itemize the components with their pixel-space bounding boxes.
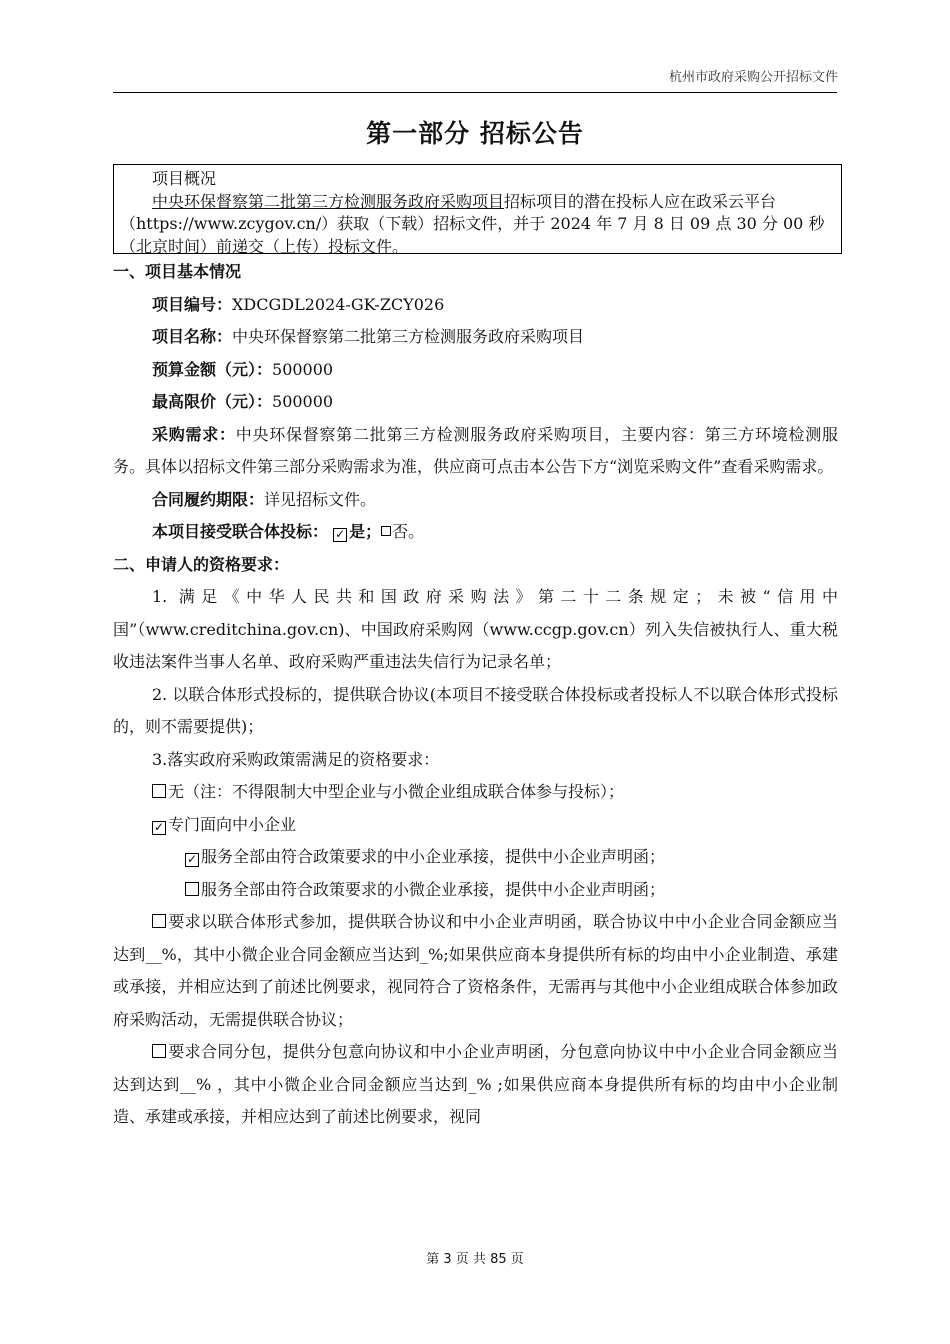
main-content bbox=[113, 256, 838, 1134]
option-sme-b bbox=[113, 874, 838, 907]
max-price-line bbox=[113, 386, 838, 419]
consortium-yes-label: 是； bbox=[349, 522, 382, 541]
page-number bbox=[0, 1248, 950, 1267]
option-none-label: 无（注：不得限制大中型企业与小微企业组成联合体参与投标）； bbox=[168, 782, 625, 801]
total-pages: 85 bbox=[490, 1252, 507, 1267]
page-prefix: 第 bbox=[426, 1252, 440, 1267]
overview-heading: 项目概况 bbox=[152, 169, 217, 188]
project-overview-box bbox=[113, 164, 842, 254]
contract-period-value: 详见招标文件。 bbox=[264, 489, 377, 509]
page-title: 第一部分 招标公告 bbox=[366, 119, 584, 148]
max-price-value: 500000 bbox=[272, 392, 334, 411]
option-sme-b-checkbox[interactable] bbox=[185, 882, 199, 896]
option-consortium-label: 要求以联合体形式参加，提供联合协议和中小企业声明函，联合协议中中小企业合同金额应当达到__%，其中小微企业合同金额应当达到_%;如果供应商本身提供所有标的均由中小企业制造、承建或承接，并相应达到了前述比例要求，视同符合了资格条件，无需再与其他中小企业组成联合体参加政府采购活动，无需提供联合协议； bbox=[113, 912, 838, 1029]
page-suffix: 页 bbox=[510, 1252, 524, 1267]
overview-body: 招标项目的潜在投标人应在政采云平台（https://www.zcygov.cn/）获取（下载）招标文件，并于 2024 年 7 月 8 日 09 点 30 分 00 秒（北京时间）前递交（上传）投标文件。 bbox=[120, 191, 825, 256]
option-subcontract-checkbox[interactable] bbox=[152, 1044, 166, 1058]
project-name-line bbox=[113, 321, 838, 354]
option-sme-label: 专门面向中小企业 bbox=[168, 814, 297, 834]
header-divider bbox=[113, 92, 837, 93]
max-price-label: 最高限价（元）： bbox=[152, 392, 273, 411]
option-none-checkbox[interactable] bbox=[152, 784, 166, 798]
option-subcontract-label: 要求合同分包，提供分包意向协议和中小企业声明函，分包意向协议中中小企业合同金额应当达到达到__% ，其中小微企业合同金额应当达到_% ;如果供应商本身提供所有标的均由中小企业制造、承建或承接，并相应达到了前述比例要求，视同 bbox=[113, 1042, 838, 1126]
consortium-label: 本项目接受联合体投标： bbox=[152, 522, 329, 541]
option-sme-a-label: 服务全部由符合政策要求的中小企业承接，提供中小企业声明函； bbox=[201, 847, 666, 866]
option-sme-a-checkbox[interactable]: ✓ bbox=[186, 852, 198, 866]
contract-period-label: 合同履约期限： bbox=[152, 489, 265, 509]
project-number-value: XDCGDL2024-GK-ZCY026 bbox=[232, 294, 445, 314]
option-consortium bbox=[113, 906, 838, 1036]
option-none bbox=[113, 776, 838, 809]
project-number-label: 项目编号： bbox=[152, 294, 233, 314]
option-sme-a bbox=[113, 841, 838, 874]
page-middle: 页 共 bbox=[455, 1252, 486, 1267]
requirement-1: 1. 满足《中华人民共和国政府采购法》第二十二条规定；未被“信用中国”（www.creditchina.gov.cn)、中国政府采购网（www.ccgp.gov.cn）列入失信被执行人、重大税收违法案件当事人名单、政府采购严重违法失信行为记录名单； bbox=[113, 587, 838, 671]
section1-heading: 一、项目基本情况 bbox=[113, 262, 242, 281]
consortium-no-label: 否。 bbox=[392, 522, 425, 541]
consortium-line bbox=[113, 516, 838, 549]
consortium-no-checkbox[interactable] bbox=[381, 526, 391, 536]
demand-paragraph bbox=[113, 419, 838, 484]
document-header: 杭州市政府采购公开招标文件 bbox=[668, 70, 838, 85]
option-subcontract bbox=[113, 1036, 838, 1134]
demand-value: 中央环保督察第二批第三方检测服务政府采购项目，主要内容：第三方环境检测服务。具体以招标文件第三部分采购需求为准，供应商可点击本公告下方“浏览采购文件”查看采购需求。 bbox=[113, 424, 838, 476]
option-sme bbox=[113, 809, 838, 842]
contract-period-line bbox=[113, 484, 838, 517]
requirement-2: 2. 以联合体形式投标的，提供联合协议(本项目不接受联合体投标或者投标人不以联合体形式投标的，则不需要提供)； bbox=[113, 684, 838, 736]
demand-label: 采购需求： bbox=[152, 424, 236, 444]
budget-line bbox=[113, 354, 838, 387]
project-name-value: 中央环保督察第二批第三方检测服务政府采购项目 bbox=[232, 327, 585, 346]
project-name-label: 项目名称： bbox=[152, 327, 233, 346]
budget-label: 预算金额（元）： bbox=[152, 359, 273, 379]
overview-project-name: 中央环保督察第二批第三方检测服务政府采购项目 bbox=[152, 191, 505, 211]
option-consortium-checkbox[interactable] bbox=[152, 914, 166, 928]
budget-value: 500000 bbox=[272, 359, 334, 379]
requirement-3: 3.落实政府采购政策需满足的资格要求： bbox=[152, 749, 440, 769]
project-number-line bbox=[113, 289, 838, 322]
overview-text bbox=[120, 191, 839, 259]
current-page: 3 bbox=[443, 1252, 452, 1267]
option-sme-checkbox[interactable]: ✓ bbox=[153, 819, 165, 834]
section2-heading: 二、申请人的资格要求： bbox=[113, 554, 290, 574]
option-sme-b-label: 服务全部由符合政策要求的小微企业承接，提供中小企业声明函； bbox=[201, 879, 666, 899]
consortium-yes-checkbox[interactable]: ✓ bbox=[335, 527, 346, 541]
